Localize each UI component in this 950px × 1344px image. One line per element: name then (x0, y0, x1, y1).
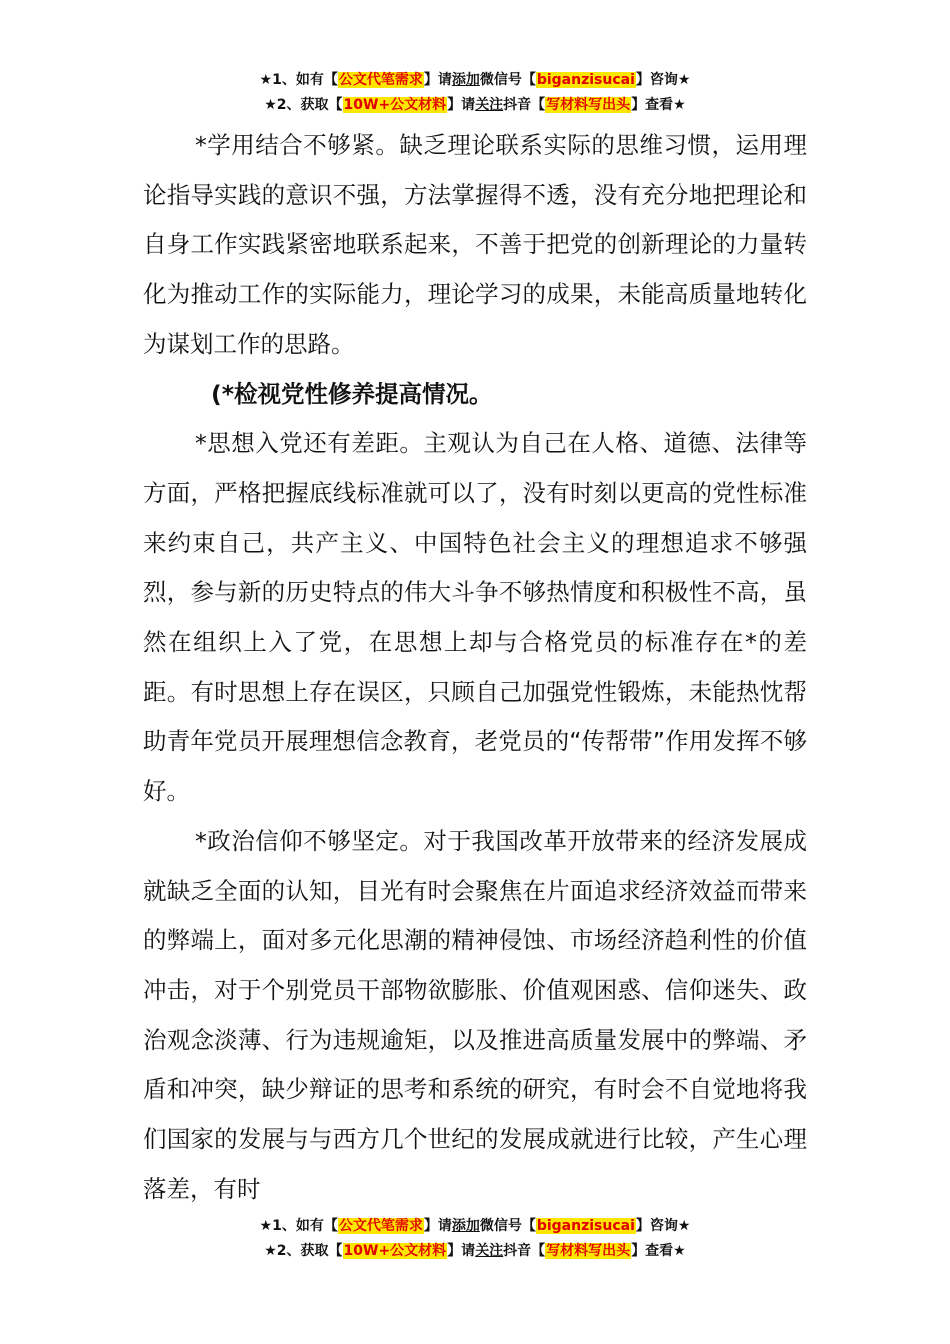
banner-line-2 (0, 1239, 950, 1264)
banner-text: 微信号【 (479, 1218, 536, 1234)
banner-line-1 (0, 68, 950, 93)
banner-add-text: 添加 (451, 72, 480, 88)
banner-text: 微信号【 (479, 72, 536, 88)
banner-text: 抖音【 (503, 97, 546, 113)
paragraph-ideological-gap: *思想入党还有差距。主观认为自己在人格、道德、法律等方面，严格把握底线标准就可以了，没有时刻以更高的党性标准来约束自己，共产主义、中国特色社会主义的理想追求不够强烈，参与新的历史特点的伟大斗争不够热情度和积极性不高，虽然在组织上入了党，在思想上却与合格党员的标准存在*的差距。有时思想上存在误区，只顾自己加强党性锻炼，未能热忱帮助青年党员开展理想信念教育，老党员的“传帮带”作用发挥不够好。 (143, 429, 807, 806)
highlight-wechat-id: biganzisucai (536, 72, 635, 88)
section-heading: (*检视党性修养提高情况。 (211, 379, 493, 408)
banner-text: 抖音【 (503, 1243, 546, 1259)
banner-follow-text: 关注 (475, 1243, 504, 1259)
highlight-material: 10W+公文材料 (343, 97, 447, 113)
paragraph-study-application: *学用结合不够紧。缺乏理论联系实际的思维习惯，运用理论指导实践的意识不强，方法掌握得不透，没有充分地把理论和自身工作实践紧密地联系起来，不善于把党的创新理论的力量转化为推动工作的实际能力，理论学习的成果，未能高质量地转化为谋划工作的思路。 (143, 131, 807, 358)
banner-add-text: 添加 (451, 1218, 480, 1234)
header-banner (0, 68, 950, 118)
highlight-douyin: 写材料写出头 (546, 1243, 631, 1259)
highlight-material: 10W+公文材料 (343, 1243, 447, 1259)
highlight-service: 公文代笔需求 (338, 72, 423, 88)
banner-follow-text: 关注 (475, 97, 504, 113)
paragraph-political-belief: *政治信仰不够坚定。对于我国改革开放带来的经济发展成就缺乏全面的认知，目光有时会聚焦在片面追求经济效益而带来的弊端上，面对多元化思潮的精神侵蚀、市场经济趋利性的价值冲击，对于个别党员干部物欲膨胀、价值观困惑、信仰迷失、政治观念淡薄、行为违规逾矩，以及推进高质量发展中的弊端、矛盾和冲突，缺少辩证的思考和系统的研究，有时会不自觉地将我们国家的发展与与西方几个世纪的发展成就进行比较，产生心理落差，有时 (143, 826, 807, 1203)
banner-text: 】咨询★ (635, 1218, 691, 1234)
banner-text: ★2、获取【 (264, 1243, 343, 1259)
banner-text: 】请 (423, 1218, 452, 1234)
document-body (143, 121, 807, 1214)
banner-text: ★2、获取【 (264, 97, 343, 113)
banner-line-2 (0, 93, 950, 118)
banner-line-1 (0, 1214, 950, 1239)
highlight-service: 公文代笔需求 (338, 1218, 423, 1234)
banner-text: 】请 (447, 97, 476, 113)
banner-text: ★1、如有【 (259, 1218, 338, 1234)
banner-text: 】咨询★ (635, 72, 691, 88)
highlight-douyin: 写材料写出头 (546, 97, 631, 113)
banner-text: 】查看★ (631, 1243, 686, 1259)
banner-text: ★1、如有【 (259, 72, 338, 88)
highlight-wechat-id: biganzisucai (536, 1218, 635, 1234)
footer-banner (0, 1214, 950, 1264)
banner-text: 】请 (447, 1243, 476, 1259)
banner-text: 】查看★ (631, 97, 686, 113)
banner-text: 】请 (423, 72, 452, 88)
